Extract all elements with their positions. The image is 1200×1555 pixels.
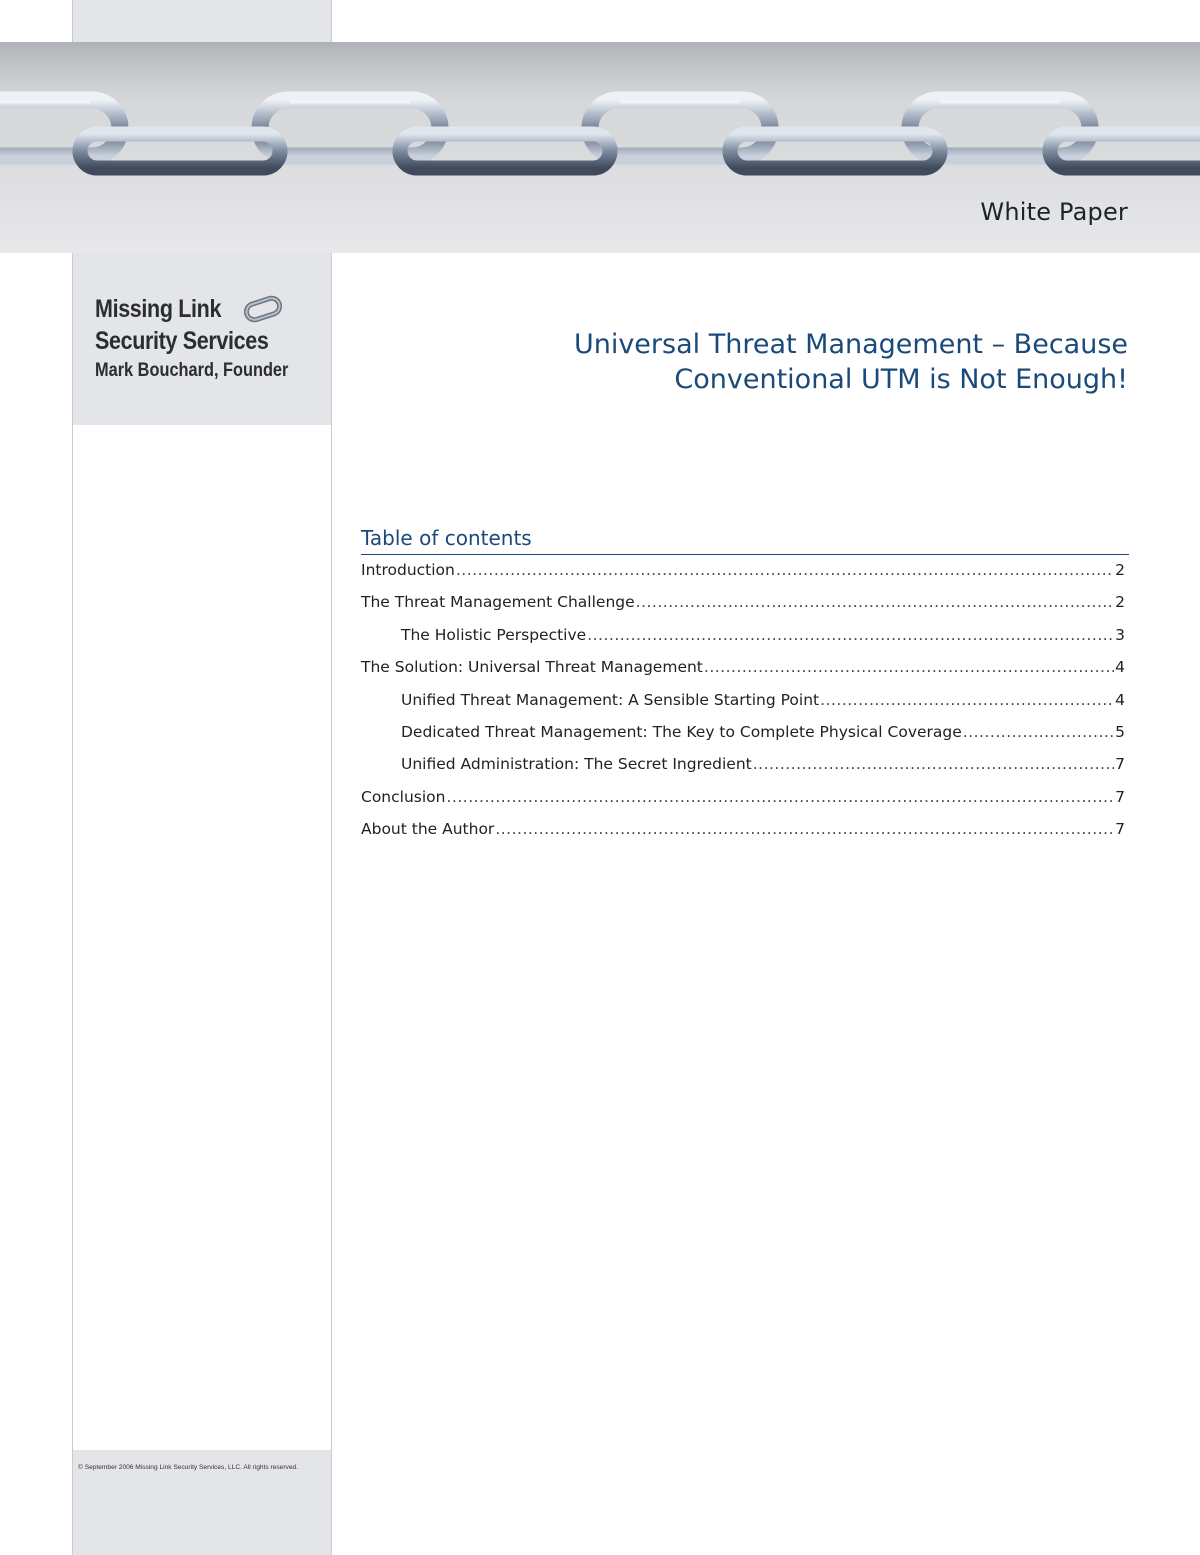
toc-entry[interactable]: [361, 626, 1129, 658]
header-banner: [0, 42, 1200, 253]
toc-entry[interactable]: [361, 755, 1129, 787]
toc-entry-page: 7: [1115, 787, 1125, 806]
toc-entry-page: 5: [1115, 722, 1125, 741]
toc-entry-page: 2: [1115, 593, 1125, 612]
toc-entry-title: The Holistic Perspective: [401, 625, 587, 644]
company-logo: [95, 293, 320, 385]
toc-heading: Table of contents: [361, 524, 1129, 555]
toc-leader-dots: [963, 723, 1114, 741]
toc-leader-dots: [446, 788, 1114, 806]
toc-entry-title: Dedicated Threat Management: The Key to Complete Physical Coverage: [401, 722, 962, 741]
toc-entry-title: Conclusion: [361, 787, 446, 806]
toc-entry[interactable]: [361, 723, 1129, 755]
logo-company-name-line1: Missing Link: [95, 295, 222, 323]
toc-entry[interactable]: [361, 820, 1129, 852]
toc-entry[interactable]: [361, 691, 1129, 723]
toc-entry-title: Introduction: [361, 561, 455, 579]
toc-entry-title: Unified Threat Management: A Sensible Starting Point: [401, 690, 820, 709]
toc-leader-dots: [495, 820, 1114, 838]
sidebar-top-band: [73, 0, 331, 42]
toc-leader-dots: [636, 593, 1114, 611]
toc-list: [361, 561, 1129, 853]
chain-link-icon: [243, 295, 285, 323]
toc-entry-title: About the Author: [361, 820, 495, 839]
toc-leader-dots: [753, 755, 1114, 773]
toc-entry-page: 7: [1115, 755, 1125, 774]
logo-company-name-line2: Security Services: [95, 327, 269, 355]
toc-leader-dots: [704, 658, 1114, 676]
logo-founder: Mark Bouchard, Founder: [95, 360, 289, 381]
toc-entry-title: The Threat Management Challenge: [361, 593, 635, 612]
document-title: [428, 327, 1128, 397]
table-of-contents: [361, 524, 1129, 853]
toc-entry[interactable]: [361, 593, 1129, 625]
toc-entry[interactable]: [361, 658, 1129, 690]
toc-entry-page: 7: [1115, 820, 1125, 839]
toc-entry-title: Unified Administration: The Secret Ingredient: [401, 755, 752, 774]
toc-leader-dots: [456, 561, 1114, 579]
document-title-line1: Universal Threat Management – Because: [573, 329, 1128, 360]
toc-leader-dots: [820, 691, 1114, 709]
copyright-notice: © September 2006 Missing Link Security Services, LLC. All rights reserved.: [78, 1464, 298, 1471]
toc-entry[interactable]: [361, 561, 1129, 593]
toc-entry[interactable]: [361, 788, 1129, 820]
toc-entry-page: 4: [1115, 690, 1125, 709]
toc-entry-page: 3: [1115, 625, 1125, 644]
toc-entry-title: The Solution: Universal Threat Management: [361, 658, 703, 677]
toc-entry-page: 2: [1115, 561, 1125, 579]
toc-entry-page: 4: [1115, 658, 1125, 677]
document-title-line2: Conventional UTM is Not Enough!: [674, 364, 1128, 395]
toc-leader-dots: [587, 626, 1114, 644]
document-type-label: White Paper: [980, 198, 1128, 226]
